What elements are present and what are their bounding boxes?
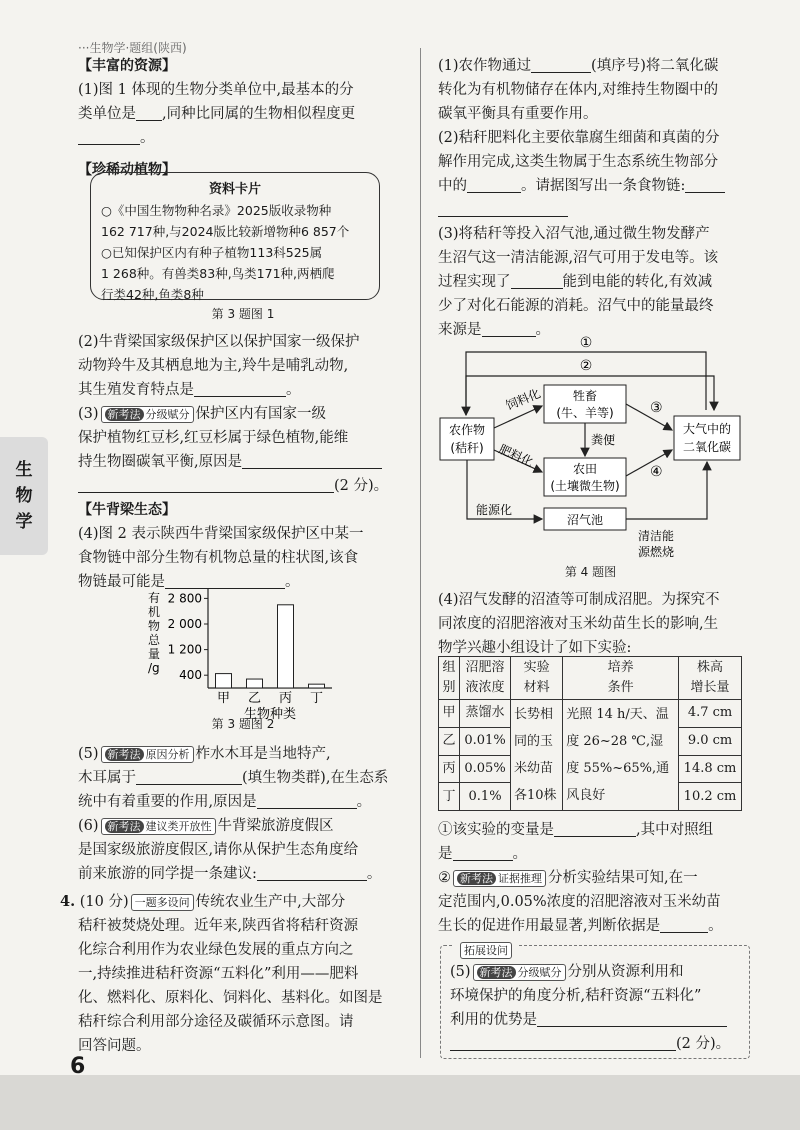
- node-livestock-label: (牛、羊等): [556, 406, 614, 420]
- figure-caption: 第 3 题图 1: [211, 307, 275, 321]
- y-axis-title: 有机物总量/g: [148, 591, 161, 675]
- node-biogas-label: 沼气池: [566, 513, 604, 527]
- q5r-line: 利用的优势是: [450, 1008, 742, 1032]
- table-cell-material: 长势相 同的玉 米幼苗 各10株: [510, 700, 562, 811]
- label-2: ②: [579, 358, 593, 374]
- y-tick-label: 1 200: [167, 642, 202, 657]
- table-cell: 9.0 cm: [679, 727, 742, 755]
- q6-line: 是国家级旅游度假区,请你从保护生态角度给: [78, 842, 359, 858]
- label-burn: 清洁能: [638, 529, 675, 543]
- node-crop-label: (秸秆): [450, 441, 484, 455]
- node-crop-label: 农作物: [448, 423, 486, 437]
- q1-line: 类单位是 ,同种比同属的生物相似程度更: [78, 106, 356, 122]
- experiment-table: [438, 656, 742, 811]
- p4-line: 秸秆被焚烧处理。近年来,陕西省将秸秆资源: [78, 918, 359, 934]
- answer-blank[interactable]: [554, 820, 636, 837]
- r1-line: (1)农作物通过 (填序号)将二氧化碳: [438, 58, 719, 74]
- r2-line: [438, 198, 743, 222]
- section-heading: 【牛背梁生态】: [78, 502, 176, 518]
- table-header: 培养 条件: [563, 657, 679, 700]
- bar-1: [247, 679, 263, 688]
- subject-side-tab: [0, 437, 48, 555]
- q2-line: 其生殖发育特点是 。: [78, 382, 301, 398]
- y-tick-label: 400: [179, 668, 202, 683]
- table-cell: 0.1%: [460, 783, 511, 811]
- p4-line: 秸秆综合利用部分途径及碳循环示意图。请: [78, 1014, 354, 1030]
- label-fert: 肥料化: [496, 441, 536, 470]
- table-cell: 丁: [439, 783, 460, 811]
- question-tag: 新考法 分级赋分: [473, 964, 566, 981]
- left-column-lower: [60, 712, 408, 1058]
- x-tick-label: 丙: [278, 691, 293, 706]
- r3-line: 过程实现了 能到电能的转化,有效减: [438, 274, 713, 290]
- x-tick-label: 甲: [216, 691, 231, 706]
- data-card: [90, 172, 380, 300]
- r1-line: 碳氧平衡具有重要作用。: [438, 106, 598, 122]
- r1-line: 转化为有机物储存在体内,对维持生物圈中的: [438, 82, 719, 98]
- q3-line: (3) 新考法 分级赋分 保护区内有国家一级: [78, 406, 327, 422]
- table-header: 实验 材料: [510, 657, 562, 700]
- question-tag: 新考法 分级赋分: [101, 406, 194, 423]
- table-cell: 蒸馏水: [460, 700, 511, 728]
- table-cell: 14.8 cm: [679, 755, 742, 783]
- table-cell: 甲: [439, 700, 460, 728]
- column-divider: [420, 48, 421, 1058]
- label-4: ④: [650, 464, 663, 480]
- node-air-label: 大气中的: [682, 422, 732, 436]
- r2-line: (2)秸秆肥料化主要依靠腐生细菌和真菌的分: [438, 130, 720, 146]
- q1-line: 。: [78, 126, 408, 150]
- answer-blank[interactable]: [194, 380, 286, 397]
- extension-label: 拓展设问: [454, 938, 518, 962]
- x-tick-label: 乙: [247, 691, 262, 706]
- card-line: 162 717种,与2024版比较新增物种6 857个: [101, 224, 350, 239]
- table-cell: 4.7 cm: [679, 700, 742, 728]
- card-line: 1 268种。有兽类83种,鸟类171种,两栖爬: [101, 266, 335, 281]
- p4-line: 化综合利用作为农业绿色发展的重点方向之: [78, 942, 354, 958]
- p4-line: 4. (10 分) 一题多设问 传统农业生产中,大部分: [60, 893, 346, 910]
- running-header: ···生物学·题组(陕西): [78, 41, 187, 55]
- bar-0: [216, 674, 232, 688]
- r3-line: (3)将秸秆等投入沼气池,通过微生物发酵产: [438, 226, 710, 242]
- table-cell: 丙: [439, 755, 460, 783]
- bar-2: [278, 605, 294, 688]
- arrow-3: [626, 404, 672, 430]
- r3-line: 少了对化石能源的消耗。沼气中的能量最终: [438, 298, 714, 314]
- arrow-4: [626, 450, 672, 476]
- label-3: ③: [650, 400, 663, 416]
- p4-line: 化、燃料化、原料化、饲料化、基料化。如图是: [78, 990, 383, 1006]
- r4-line: 物学兴趣小组设计了如下实验:: [438, 640, 632, 656]
- left-column: [78, 40, 408, 182]
- side-tab-char: 生: [15, 460, 33, 480]
- q2-line: (2)牛背梁国家级保护区以保护国家一级保护: [78, 334, 360, 350]
- node-air-label: 二氧化碳: [682, 440, 732, 454]
- arrow-feed: [494, 406, 542, 428]
- question-tag: 一题多设问: [131, 894, 194, 911]
- table-cell: 乙: [439, 727, 460, 755]
- q5r-line: (5) 新考法 分级赋分 分别从资源利用和: [450, 964, 684, 980]
- q1-line: (1)图 1 体现的生物分类单位中,最基本的分: [78, 82, 354, 98]
- node-field-label: (土壤微生物): [550, 479, 620, 493]
- answer-blank[interactable]: [438, 200, 568, 217]
- answer-blank[interactable]: [78, 128, 140, 145]
- label-1: ①: [579, 335, 593, 351]
- answer-blank[interactable]: [531, 56, 591, 73]
- table-cell-conditions: 光照 14 h/天、温 度 26~28 ℃,湿 度 55%~65%,通 风良好: [563, 700, 679, 811]
- q42-line: 定范围内,0.05%浓度的沼肥溶液对玉米幼苗: [438, 894, 721, 910]
- q3-line: 保护植物红豆杉,红豆杉属于绿色植物,能维: [78, 430, 349, 446]
- answer-blank[interactable]: [165, 572, 285, 589]
- q3-line: (2 分)。: [78, 474, 408, 498]
- y-tick-label: 2 800: [167, 591, 202, 606]
- node-field-label: 农田: [572, 462, 598, 476]
- side-tab-char: 学: [15, 512, 33, 532]
- table-cell: 0.05%: [460, 755, 511, 783]
- node-livestock-label: 牲畜: [572, 389, 598, 403]
- q5r-line: 环境保护的角度分析,秸秆资源“五料化”: [450, 988, 702, 1004]
- q5-line: 木耳属于 (填生物类群),在生态系: [78, 770, 389, 786]
- table-header: 组 别: [439, 657, 460, 700]
- answer-blank[interactable]: [78, 476, 334, 493]
- r3-line: 生沼气这一清洁能源,沼气可用于发电等。该: [438, 250, 719, 266]
- q5-line: 统中有着重要的作用,原因是 。: [78, 794, 372, 810]
- bar-3: [309, 684, 325, 688]
- answer-blank[interactable]: [685, 176, 725, 193]
- question-tag: 新考法 建议类开放性: [101, 818, 216, 835]
- r2-line: 解作用完成,这类生物属于生态系统生物部分: [438, 154, 719, 170]
- r4-line: (4)沼气发酵的沼渣等可制成沼肥。为探究不: [438, 592, 720, 608]
- q42-line: ② 新考法 证据推理 分析实验结果可知,在一: [438, 870, 698, 886]
- question-tag: 新考法 原因分析: [101, 746, 194, 763]
- right-column-lower: [438, 560, 743, 660]
- q3-line: 持生物圈碳氧平衡,原因是: [78, 450, 408, 474]
- answer-blank[interactable]: [257, 792, 357, 809]
- label-energy: 能源化: [476, 503, 513, 517]
- x-axis-title: 生物种类: [243, 707, 297, 720]
- q6-line: 前来旅游的同学提一条建议: 。: [78, 866, 382, 882]
- figure-caption: 第 3 题图 2: [211, 717, 275, 731]
- page-number: 6: [70, 1054, 86, 1079]
- answer-blank[interactable]: [660, 916, 708, 933]
- p4-line: 回答问题。: [78, 1038, 151, 1054]
- label-feed: 饲料化: [503, 386, 543, 413]
- answer-blank[interactable]: [136, 768, 242, 785]
- table-header-row: [439, 657, 742, 700]
- x-tick-label: 丁: [309, 691, 324, 706]
- answer-blank[interactable]: [136, 104, 162, 121]
- right-column: [438, 54, 743, 342]
- question-tag: 新考法 证据推理: [453, 870, 546, 887]
- table-header: 株高 增长量: [679, 657, 742, 700]
- answer-blank[interactable]: [467, 176, 521, 193]
- r3-line: 来源是 。: [438, 322, 550, 338]
- card-line: ○已知保护区内有种子植物113科525属: [101, 245, 323, 260]
- y-tick-label: 2 000: [167, 617, 202, 631]
- side-tab-char: 物: [15, 486, 33, 506]
- section-heading: 【珍稀动植物】: [78, 162, 176, 178]
- table-header: 沼肥溶 液浓度: [460, 657, 511, 700]
- q6-line: (6) 新考法 建议类开放性 牛背梁旅游度假区: [78, 818, 334, 834]
- answer-blank[interactable]: [537, 1010, 727, 1027]
- answer-blank[interactable]: [511, 272, 563, 289]
- card-title: 资料卡片: [208, 182, 261, 197]
- carbon-cycle-diagram: [436, 330, 748, 570]
- answer-blank[interactable]: [242, 452, 382, 469]
- q42-line: 生长的促进作用最显著,判断依据是 。: [438, 918, 723, 934]
- answer-blank[interactable]: [257, 864, 367, 881]
- card-line: 行类42种,鱼类8种: [101, 287, 204, 302]
- r2-line: 中的 。请据图写出一条食物链:: [438, 174, 743, 198]
- label-burn: 源燃烧: [638, 545, 675, 559]
- q5-line: (5) 新考法 原因分析 柞水木耳是当地特产,: [78, 746, 331, 762]
- q4-line: (4)图 2 表示陕西牛背梁国家级保护区中某一: [78, 526, 364, 542]
- table-row: [439, 700, 742, 728]
- p4-line: 一,持续推进秸秆资源“五料化”利用——肥料: [78, 966, 359, 982]
- page-bottom-shadow: [0, 1075, 800, 1130]
- bar-chart-figure-2: [140, 588, 340, 720]
- label-manure: 粪便: [591, 433, 616, 447]
- q4-line: 物链最可能是 。: [78, 574, 300, 590]
- right-column-q4: [438, 818, 743, 938]
- q41-line: 是 。: [438, 846, 527, 862]
- q5r-line: (2 分)。: [450, 1032, 742, 1056]
- answer-blank[interactable]: [450, 1034, 676, 1051]
- left-column-cont: [78, 302, 408, 594]
- arrow-burn: [626, 462, 707, 519]
- card-line: ○《中国生物物种名录》2025版收录物种: [101, 203, 332, 218]
- figure-caption: 第 4 题图: [564, 565, 617, 579]
- section-heading: 【丰富的资源】: [78, 58, 176, 74]
- q41-line: ①该实验的变量是 ,其中对照组: [438, 822, 714, 838]
- q2-line: 动物羚牛及其栖息地为主,羚牛是哺乳动物,: [78, 358, 349, 374]
- r4-line: 同浓度的沼肥溶液对玉米幼苗生长的影响,生: [438, 616, 719, 632]
- table-cell: 0.01%: [460, 727, 511, 755]
- q4-line: 食物链中部分生物有机物总量的柱状图,该食: [78, 550, 359, 566]
- extension-content: [450, 960, 742, 1056]
- answer-blank[interactable]: [453, 844, 513, 861]
- table-cell: 10.2 cm: [679, 783, 742, 811]
